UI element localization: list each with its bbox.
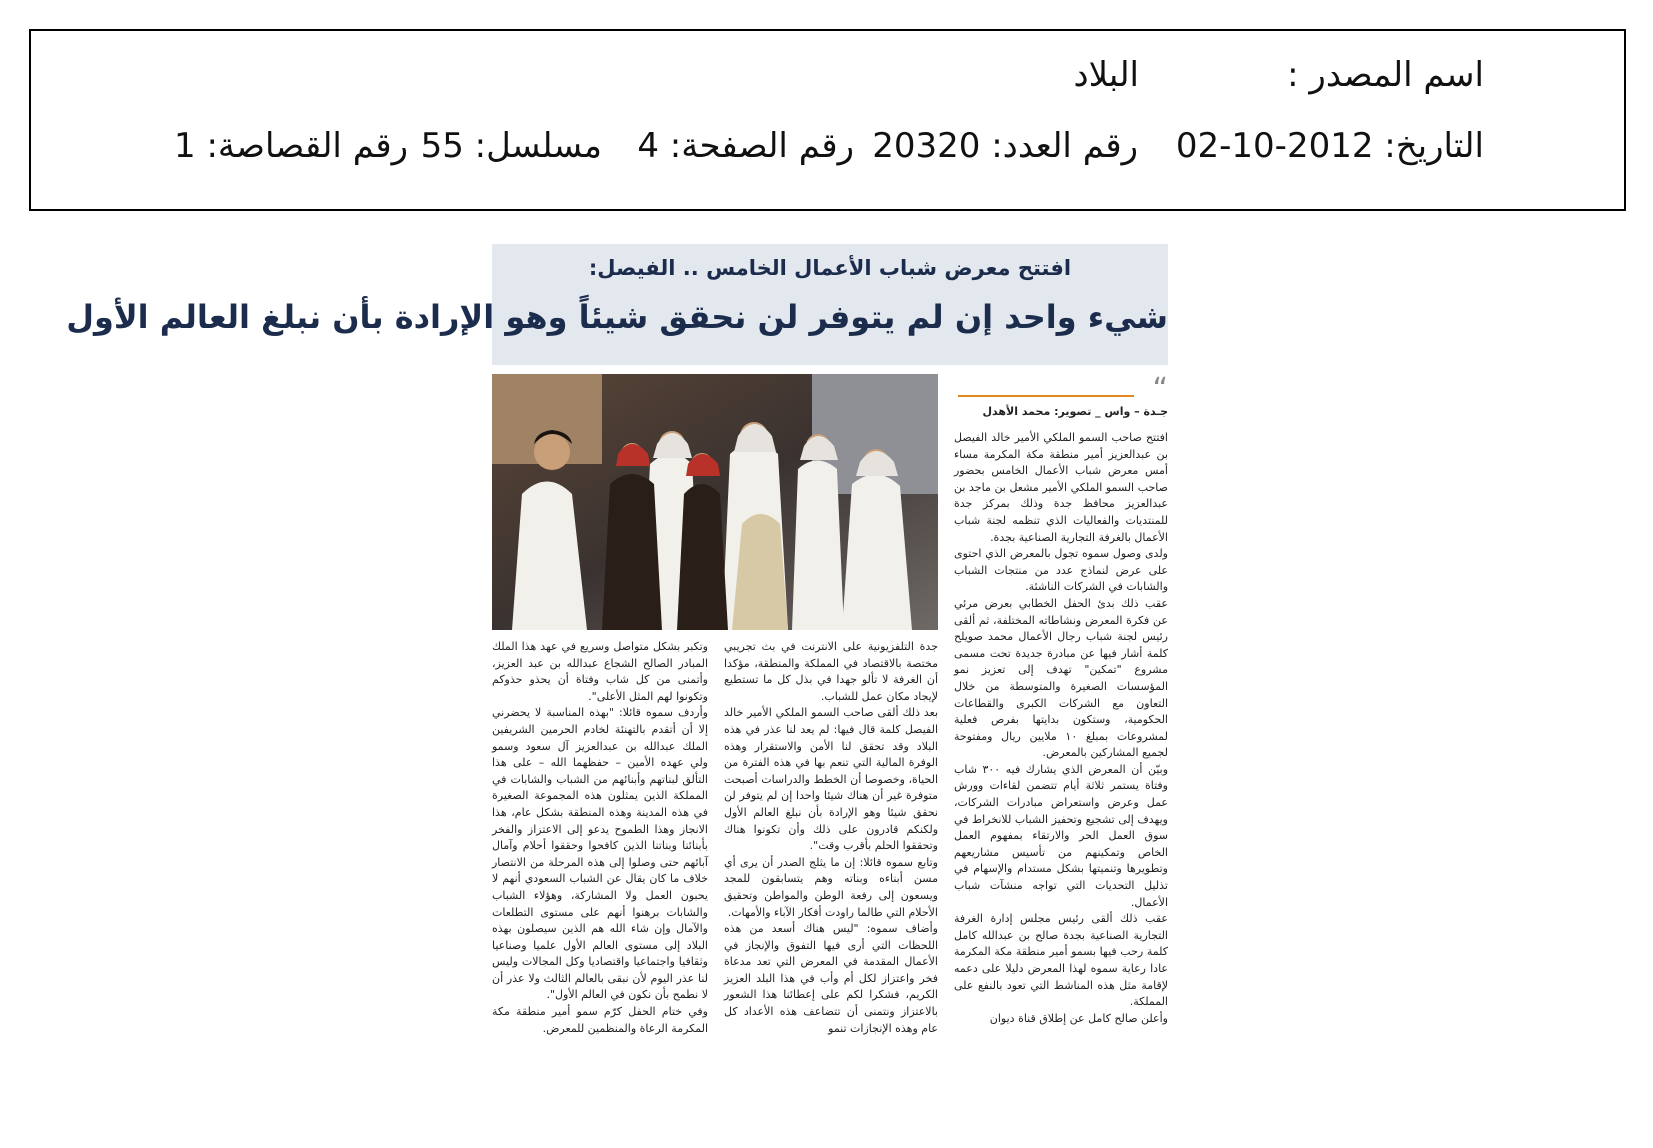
paragraph: وبيّن أن المعرض الذي يشارك فيه ٣٠٠ شاب وفتاة يستمر ثلاثة أيام تتضمن لقاءات وورش عمل وعرض واستعراض مبادرات الشركات، ويهدف إلى تشجيع وتحفيز الشباب للانخراط في سوق العمل الحر والارتقاء بمفهوم العمل الخاص وتمكينهم من تأسيس مشاريعهم وتطويرها وتنميتها بشكل مستدام والإسهام في تذليل التحديات التي تواجه منشآت شباب الأعمال.: [954, 762, 1169, 909]
date-field: التاريخ: 2012-10-02: [1175, 126, 1484, 166]
byline: جـدة – واس _ تصوير: محمد الأهدل: [982, 405, 1168, 418]
article-column-right: [954, 430, 1168, 1130]
clipping-info-box: [29, 29, 1626, 211]
newspaper-clipping: [66, 244, 1169, 1132]
kicker: افتتح معرض شباب الأعمال الخامس .. الفيصل:: [588, 256, 1072, 280]
paragraph: وأضاف سموه: "ليس هناك أسعد من هذه اللحظات التي أرى فيها التفوق والإنجاز في الأعمال المقدمة في المعرض التي تعد مدعاة فخر واعتزاز لكل أم وأب في هذا البلد العزيز الكريم، فشكرا لكم على إعطائنا هذا الشعور بالاعتزاز ونتمنى أن تتضاعف هذه الأعداد كل عام وهذه الإنجازات تنمو: [724, 922, 938, 1035]
paragraph: ولدى وصول سموه تجول بالمعرض الذي احتوى على عرض لنماذج عدد من منتجات الشباب والشابات في الشركات الناشئة.: [954, 547, 1168, 594]
paragraph: عقب ذلك ألقى رئيس مجلس إدارة الغرفة التجارية الصناعية بجدة صالح بن عبدالله كامل كلمة رحب فيها بسمو أمير منطقة مكة المكرمة عادا رعاية سموه لهذا المعرض دليلا على دعمه لإقامة مثل هذه المناشط التي تعود بالنفع على المملكة.: [954, 912, 1168, 1009]
paragraph: افتتح صاحب السمو الملكي الأمير خالد الفيصل بن عبدالعزيز أمير منطقة مكة المكرمة مساء أمس معرض شباب الأعمال الخامس بحضور صاحب السمو الملكي الأمير مشعل بن ماجد بن عبدالعزيز محافظ جدة وذلك بمركز جدة للمنتديات والفعاليات الذي تنظمه لجنة شباب الأعمال بالغرفة التجارية الصناعية بجدة.: [954, 431, 1168, 544]
article-column-left: [492, 639, 708, 1130]
paragraph: وتكبر بشكل متواصل وسريع في عهد هذا الملك المبادر الصالح الشجاع عبدالله بن عبد العزيز، وأتمنى من كل شاب وفتاة أن يحذو حذوكم وتكونوا لهم المثل الأعلى".: [492, 640, 708, 703]
quote-mark: “: [1152, 372, 1168, 407]
paragraph: وأردف سموه قائلا: "بهذه المناسبة لا يحضرني إلا أن أتقدم بالتهنئة لخادم الحرمين الشريفين الملك عبدالله بن عبدالعزيز آل سعود وسمو ولي عهده الأمين – حفظهما الله – على هذا التألق لبناتهم وأبنائهم من الشباب والشابات في المملكة الذين يمثلون هذه المجموعة الصغيرة في هذه المدينة وهذه المنطقة بشكل عام، هذا الانجاز وهذا الطموح يدعو إلى الاعتزاز والفخر بأبنائنا وبناتنا الذين كافحوا وحققوا أحلام وآمال آبائهم حتى وصلوا إلى هذه المرحلة من الانتصار خلاف ما كان يقال عن الشباب السعودي أنهم لا يحبون العمل ولا المشاركة، وهؤلاء الشباب والشابات برهنوا أنهم على مستوى التطلعات والآمال وإن شاء الله هم الذين سيصلون بهذه البلاد إلى مستوى العالم الأول علميا وصناعيا وثقافيا واجتماعيا واقتصاديا وكل المجالات وليس لنا عذر اليوم لأن نبقى بالعالم الثالث ولا عذر أن لا نطمح بأن نكون في العالم الأول".: [492, 706, 708, 1002]
source-value: البلاد: [1073, 55, 1139, 95]
paragraph: وأعلن صالح كامل عن إطلاق قناة ديوان: [989, 1011, 1168, 1025]
headline-block: [66, 244, 1168, 365]
paragraph: وفي ختام الحفل كرّم سمو أمير منطقة مكة المكرمة الرعاة والمنظمين للمعرض.: [492, 1005, 708, 1035]
source-label: اسم المصدر :: [1287, 55, 1484, 95]
paragraph: وتابع سموه قائلا: إن ما يثلج الصدر أن يرى أي مسن أبناءه وبناته وهم يتسابقون للمجد ويسعون إلى رفعة الوطن والمواطن وتحقيق الأحلام التي طالما راودت أفكار الآباء والأمهات.: [724, 855, 938, 919]
issue-number-field: رقم العدد: 20320: [872, 126, 1138, 166]
page-number-field: رقم الصفحة: 4: [637, 126, 854, 166]
event-photo-illustration: [492, 374, 938, 630]
event-photo: [492, 374, 938, 630]
paragraph: عقب ذلك بدئ الحفل الخطابي بعرض مرئي عن فكرة المعرض ونشاطاته المختلفة، ثم ألقى رئيس لجنة شباب رجال الأعمال محمد صويلح كلمة أشار فيها عن مبادرة جديدة تحت مسمى مشروع "تمكين" تهدف إلى تعزيز نمو المؤسسات الصغيرة والمتوسطة من خلال التعاون مع الشركات الكبرى والقطاعات الحكومية، وستكون بدايتها بفرص فعلية لمشروعات بمبلغ ١٠ ملايين ريال ومفتوحة لجميع المشاركين بالمعرض.: [954, 596, 1169, 760]
article-column-middle: [724, 639, 938, 1130]
byline-rule: [958, 395, 1134, 397]
paragraph: بعد ذلك ألقى صاحب السمو الملكي الأمير خالد الفيصل كلمة قال فيها: لم يعد لنا عذر في هذه البلاد وقد تحقق لنا الأمن والاستقرار وهذه الوفرة المالية التي تنعم بها في هذه الفترة من الحياة، وخصوصا أن الخطط والدراسات أصبحت متوفرة غير أن هناك شيئا واحدا إن لم يتوفر لن نحقق شيئا وهو الإرادة بأن نبلغ العالم الأول ولكنكم قادرون على ذلك وأن تكونوا هناك وتحققوا الحلم بأقرب وقت".: [724, 706, 938, 853]
headline: شيء واحد إن لم يتوفر لن نحقق شيئاً وهو الإرادة بأن نبلغ العالم الأول: [66, 298, 1168, 336]
clip-number-field: رقم القصاصة: 1: [174, 126, 408, 166]
serial-field: مسلسل: 55: [420, 126, 602, 166]
paragraph: جدة التلفزيونية على الانترنت في بث تجريبي مختصة بالاقتصاد في المملكة والمنطقة، مؤكدا أن الغرفة لا تألو جهدا في بذل كل ما تستطيع لإيجاد مكان عمل للشباب.: [724, 640, 938, 703]
